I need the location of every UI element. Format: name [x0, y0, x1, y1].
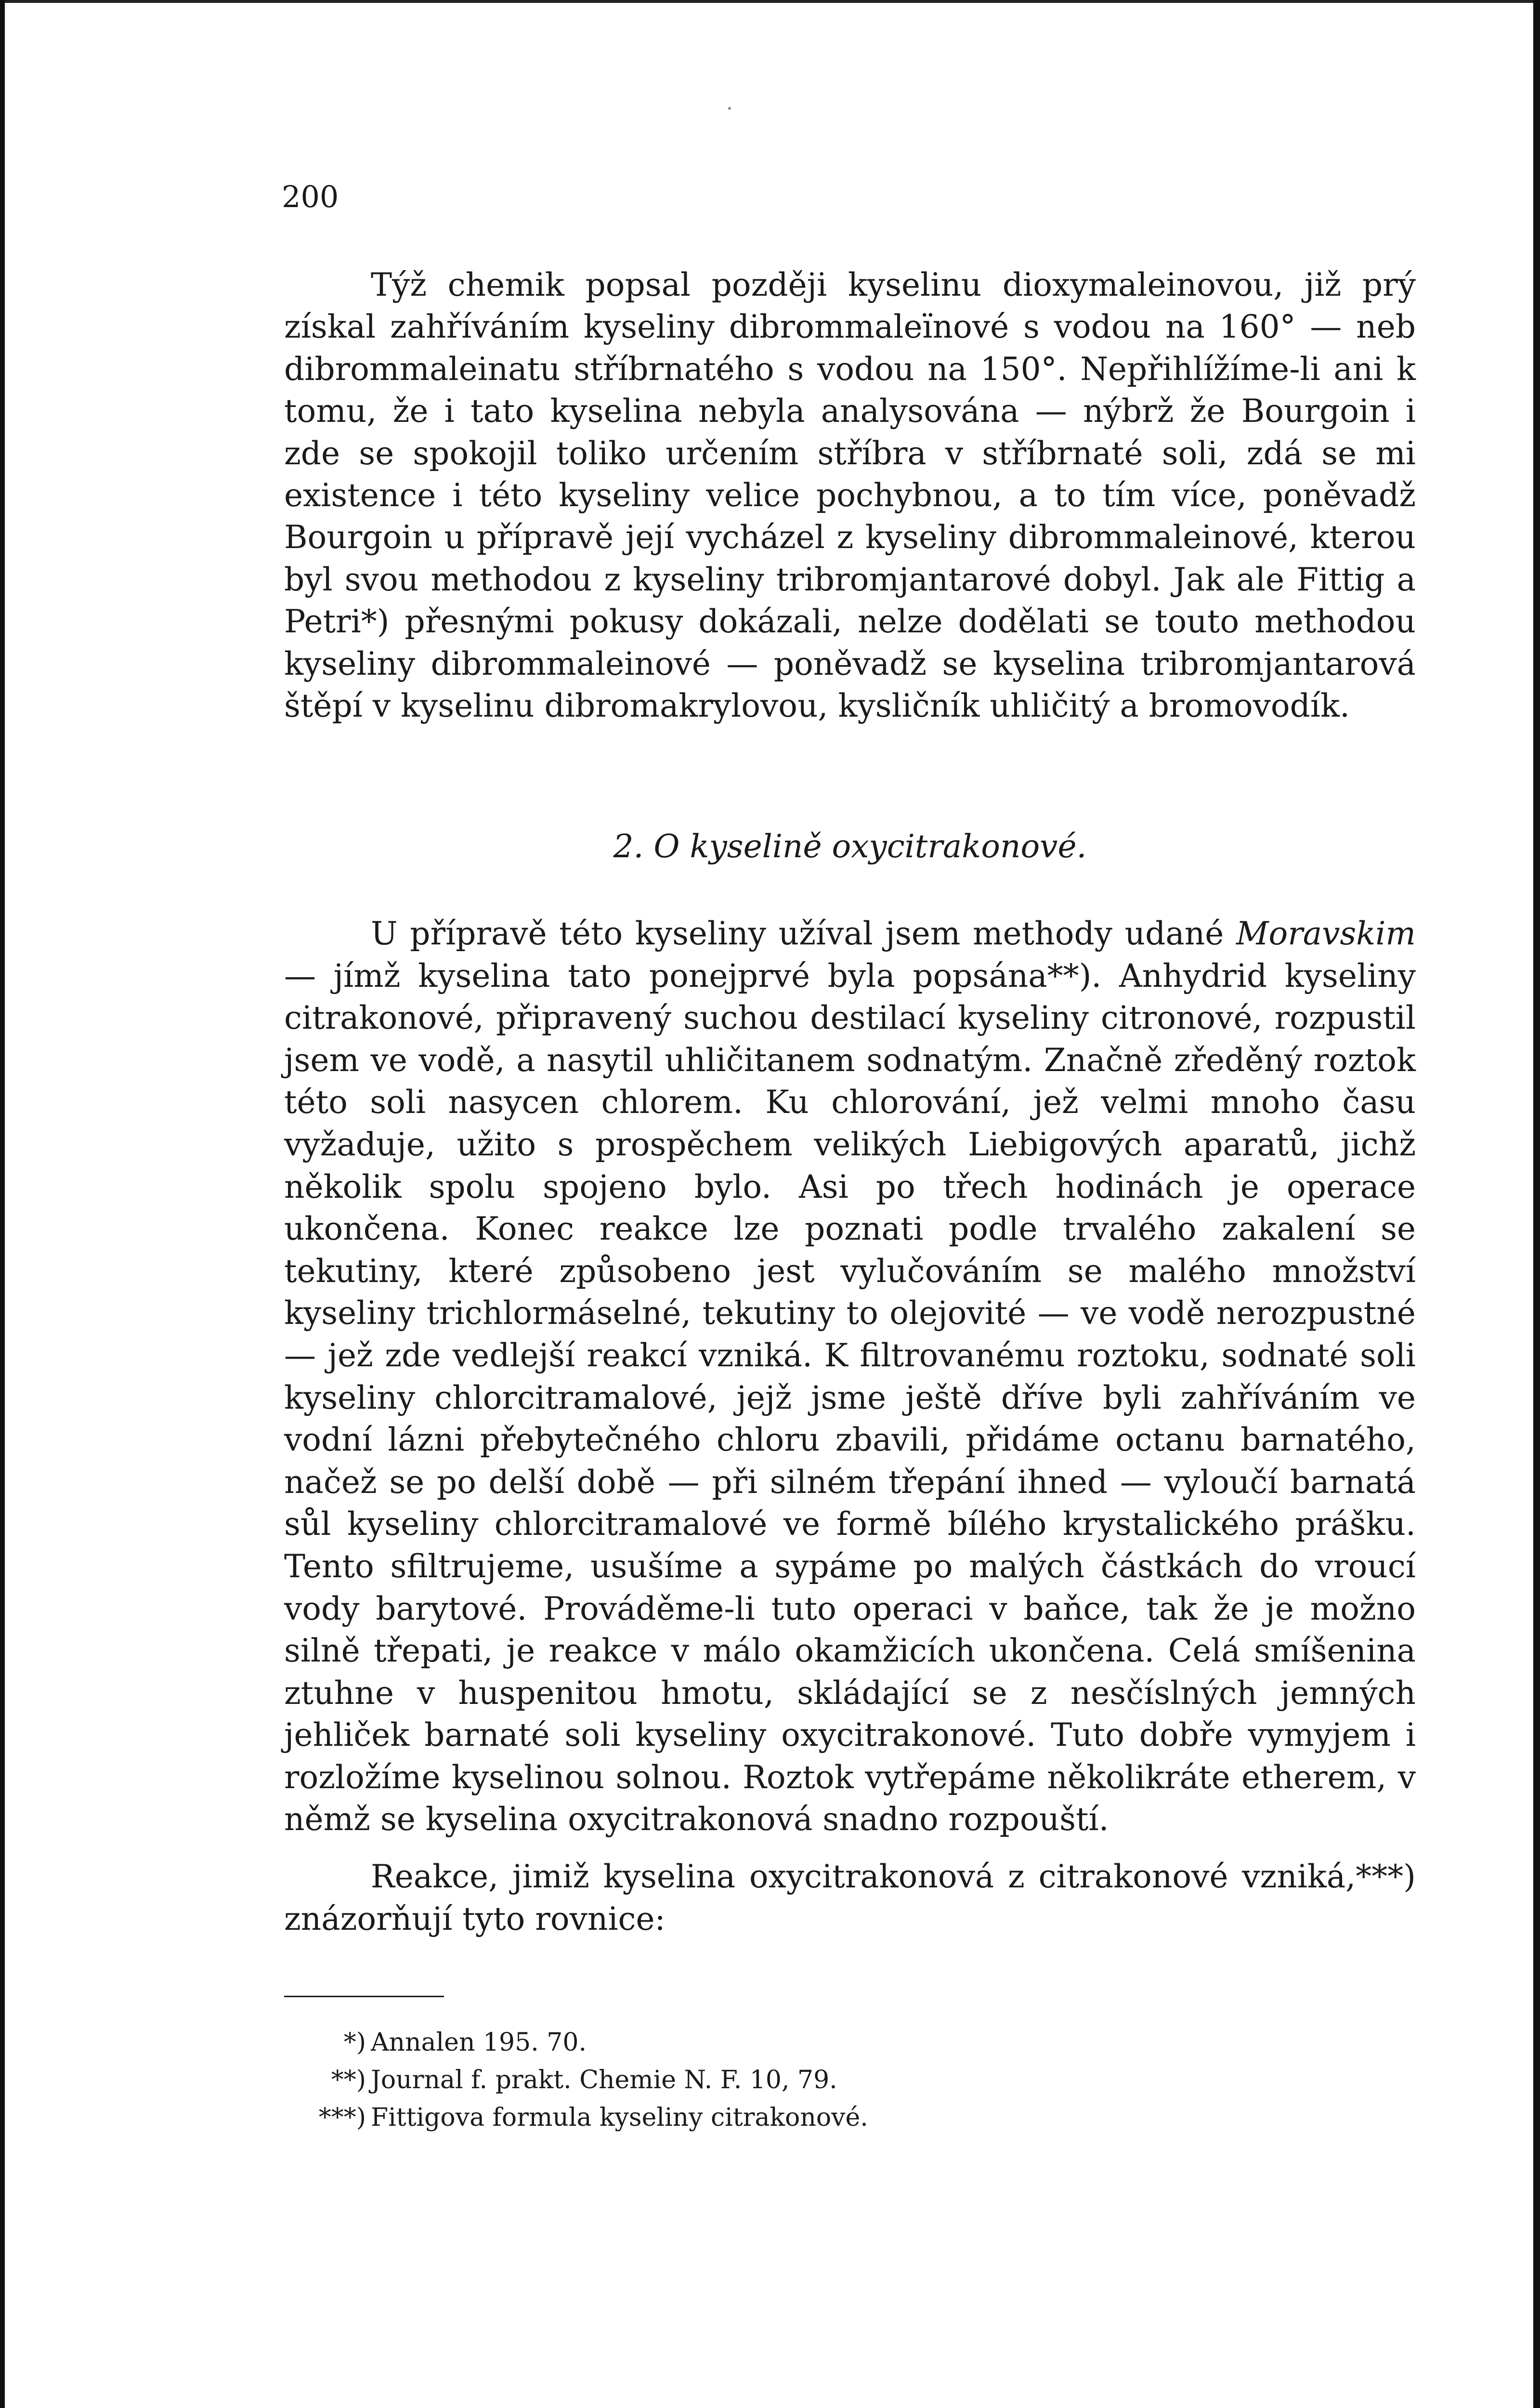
scan-edge-right [1533, 0, 1540, 2408]
footnote-text: Annalen 195. 70. [371, 2028, 587, 2057]
footnote-1 [284, 2030, 1416, 2055]
paragraph-1-start: U přípravě této kyseliny užíval jsem methody udané [371, 915, 1236, 952]
scan-speck [728, 107, 731, 110]
paragraph-1-rest: — jímž kyselina tato ponejprvé byla popsána**). Anhydrid kyseliny citrakonové, připravený suchou destilací kyseliny citronové, rozpustil jsem ve vodě, a nasytil uhličitanem sodnatým. Značně zředěný roztok této soli nasycen chlorem. Ku chlorování, jež velmi mnoho času vyžaduje, užito s prospěchem velikých Liebigových aparatů, jichž několik spolu spojeno bylo. Asi po třech hodinách je operace ukončena. Konec reakce lze poznati podle trvalého zakalení se tekutiny, které způsobeno jest vylučováním se malého množství kyseliny trichlormáselné, tekutiny to olejovité — ve vodě nerozpustné — jež zde vedlejší reakcí vzniká. K filtrovanému roztoku, sodnaté soli kyseliny chlorcitramalové, jejž jsme ještě dříve byli zahříváním ve vodní lázni přebytečného chloru zbavili, přidáme octanu barnatého, načež se po delší době — při silném třepání ihned — vyloučí barnatá sůl kyseliny chlorcitramalové ve formě bílého krystalického prášku. Tento sfiltrujeme, usušíme a sypáme po malých částkách do vroucí vody barytové. Prováděme-li tuto operaci v baňce, tak že je možno silně třepati, je reakce v málo okamžicích ukončena. Celá smíšenina ztuhne v huspenitou hmotu, skládající se z nesčíslných jemných jehliček barnaté soli kyseliny oxycitrakonové. Tuto dobře vymyjem i rozložíme kyselinou solnou. Roztok vytřepáme několikráte etherem, v němž se kyselina oxycitrakonová snadno rozpouští. [284, 957, 1416, 1838]
footnote-text: Fittigova formula kyseliny citrakonové. [371, 2103, 868, 2132]
author-name-moravskim: Moravskim [1236, 915, 1416, 952]
section-heading: 2. O kyselině oxycitrakonové. [613, 828, 1087, 865]
intro-text-block [284, 264, 1416, 727]
scan-edge-top [0, 0, 1540, 3]
scan-edge-left [0, 0, 5, 2408]
footnote-mark: **) [331, 2066, 366, 2094]
footnote-divider [284, 1996, 444, 1997]
footnotes [284, 2030, 1416, 2143]
page-number: 200 [282, 179, 339, 214]
footnote-3 [284, 2105, 1416, 2130]
footnote-text: Journal f. prakt. Chemie N. F. 10, 79. [371, 2066, 837, 2094]
footnote-mark: ***) [318, 2103, 366, 2132]
intro-paragraph: Týž chemik popsal později kyselinu dioxymaleinovou, již prý získal zahříváním kyseliny dibrommaleïnové s vodou na 160° — neb dibrommaleinatu stříbrnatého s vodou na 150°. Nepřihlížíme-li ani k tomu, že i tato kyselina nebyla analysována — nýbrž že Bourgoin i zde se spokojil toliko určením stříbra v stříbrnaté soli, zdá se mi existence i této kyseliny velice pochybnou, a to tím více, poněvadž Bourgoin u přípravě její vycházel z kyseliny dibrommaleinové, kterou byl svou methodou z kyseliny tribromjantarové dobyl. Jak ale Fittig a Petri*) přesnými pokusy dokázali, nelze dodělati se touto methodou kyseliny dibrommaleinové — poněvadž se kyselina tribromjantarová štěpí v kyselinu dibromakrylovou, kysličník uhličitý a bromovodík. [284, 266, 1416, 725]
footnote-2 [284, 2068, 1416, 2093]
footnote-mark: *) [343, 2028, 366, 2057]
section-paragraph-2: Reakce, jimiž kyselina oxycitrakonová z citrakonové vzniká,***) znázorňují tyto rovnice: [284, 1858, 1416, 1937]
section-text-block [284, 913, 1416, 1955]
section-paragraph-1 [284, 913, 1416, 1841]
